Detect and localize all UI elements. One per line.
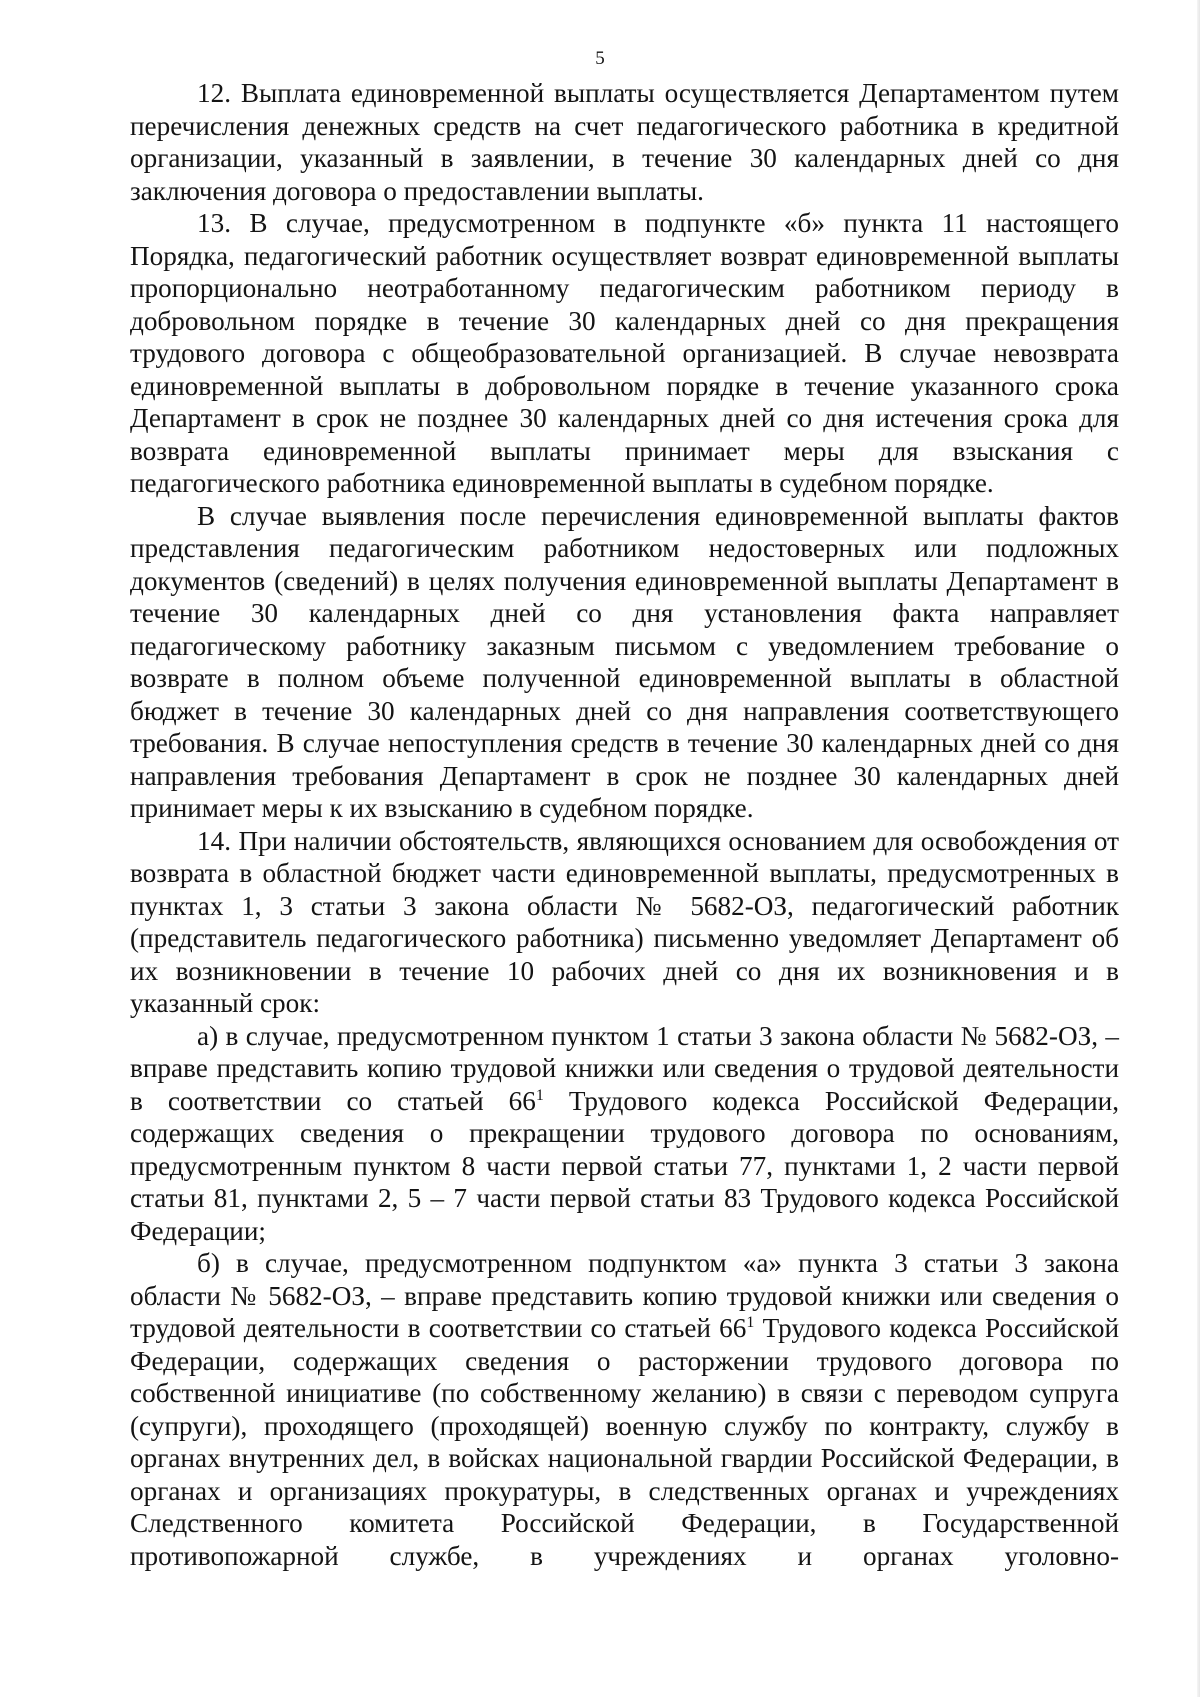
paragraph-14: 14. При наличии обстоятельств, являющихся основанием для освобождения от возврата в областной бюджет части единовременной выплаты, предусмотренных в пунктах 1, 3 статьи 3 закона области № 5682-ОЗ, педагогический работник (представитель педагогического работника) письменно уведомляет Департамент об их возникновении в течение 10 рабочих дней со дня их возникновения и в указанный срок: <box>130 825 1119 1018</box>
subitem-b-text-end: Трудового кодекса Российской Федерации, содержащих сведения о расторжении трудового договора по собственной инициативе (по собственному желанию) в связи с переводом супруга (супруги), проходящего (проходящей) военную службу по контракту, службу в органах внутренних дел, в войсках национальной гвардии Российской Федерации, в органах и организациях прокуратуры, в следственных органах и учреждениях Следственного комитета Российской Федерации, в Государственной противопожарной службе, в учреждениях и органах уголовно- <box>130 1313 1119 1571</box>
subitem-a-text-start: а) в случае, предусмотренном пунктом 1 статьи 3 закона области № 5682-ОЗ, – вправе представить копию трудовой книжки или сведения о трудовой деятельности в соответствии со статьей 66 <box>130 1020 1119 1116</box>
paragraph-13-continuation: В случае выявления после перечисления единовременной выплаты фактов представления педагогическим работником недостоверных или подложных документов (сведений) в целях получения единовременной выплаты Департамент в течение 30 календарных дней со дня установления факта направляет педагогическому работнику заказным письмом с уведомлением требование о возврате в полном объеме полученной единовременной выплаты в областной бюджет в течение 30 календарных дней со дня направления соответствующего требования. В случае непоступления средств в течение 30 календарных дней со дня направления требования Департамент в срок не позднее 30 календарных дней принимает меры к их взысканию в судебном порядке. <box>130 500 1119 823</box>
paragraph-14-subitem-b <box>130 1247 1119 1572</box>
paragraph-14-subitem-a <box>130 1020 1119 1248</box>
superscript-article-66: 1 <box>746 1313 755 1331</box>
paragraph-13: 13. В случае, предусмотренном в подпункте «б» пункта 11 настоящего Порядка, педагогический работник осуществляет возврат единовременной выплаты пропорционально неотработанному педагогическим работником периоду в добровольном порядке в течение 30 календарных дней со дня прекращения трудового договора с общеобразовательной организацией. В случае невозврата единовременной выплаты в добровольном порядке в течение указанного срока Департамент в срок не позднее 30 календарных дней со дня истечения срока для возврата единовременной выплаты принимает меры для взыскания с педагогического работника единовременной выплаты в судебном порядке. <box>130 208 1119 498</box>
subitem-a-text-end: Трудового кодекса Российской Федерации, содержащих сведения о прекращении трудового договора по основаниям, предусмотренным пунктом 8 части первой статьи 77, пунктами 1, 2 части первой статьи 81, пунктами 2, 5 – 7 части первой статьи 83 Трудового кодекса Российской Федерации; <box>130 1085 1119 1246</box>
paragraph-12: 12. Выплата единовременной выплаты осуществляется Департаментом путем перечисления денежных средств на счет педагогического работника в кредитной организации, указанный в заявлении, в течение 30 календарных дней со дня заключения договора о предоставлении выплаты. <box>130 78 1119 206</box>
document-body <box>130 77 1119 1572</box>
subitem-b-text-start: б) в случае, предусмотренном подпунктом «а» пункта 3 статьи 3 закона области № 5682-ОЗ, – вправе представить копию трудовой книжки или сведения о трудовой деятельности в соответствии со статьей 66 <box>130 1248 1119 1343</box>
page-number: 5 <box>595 48 605 69</box>
superscript-article-66: 1 <box>535 1086 544 1104</box>
